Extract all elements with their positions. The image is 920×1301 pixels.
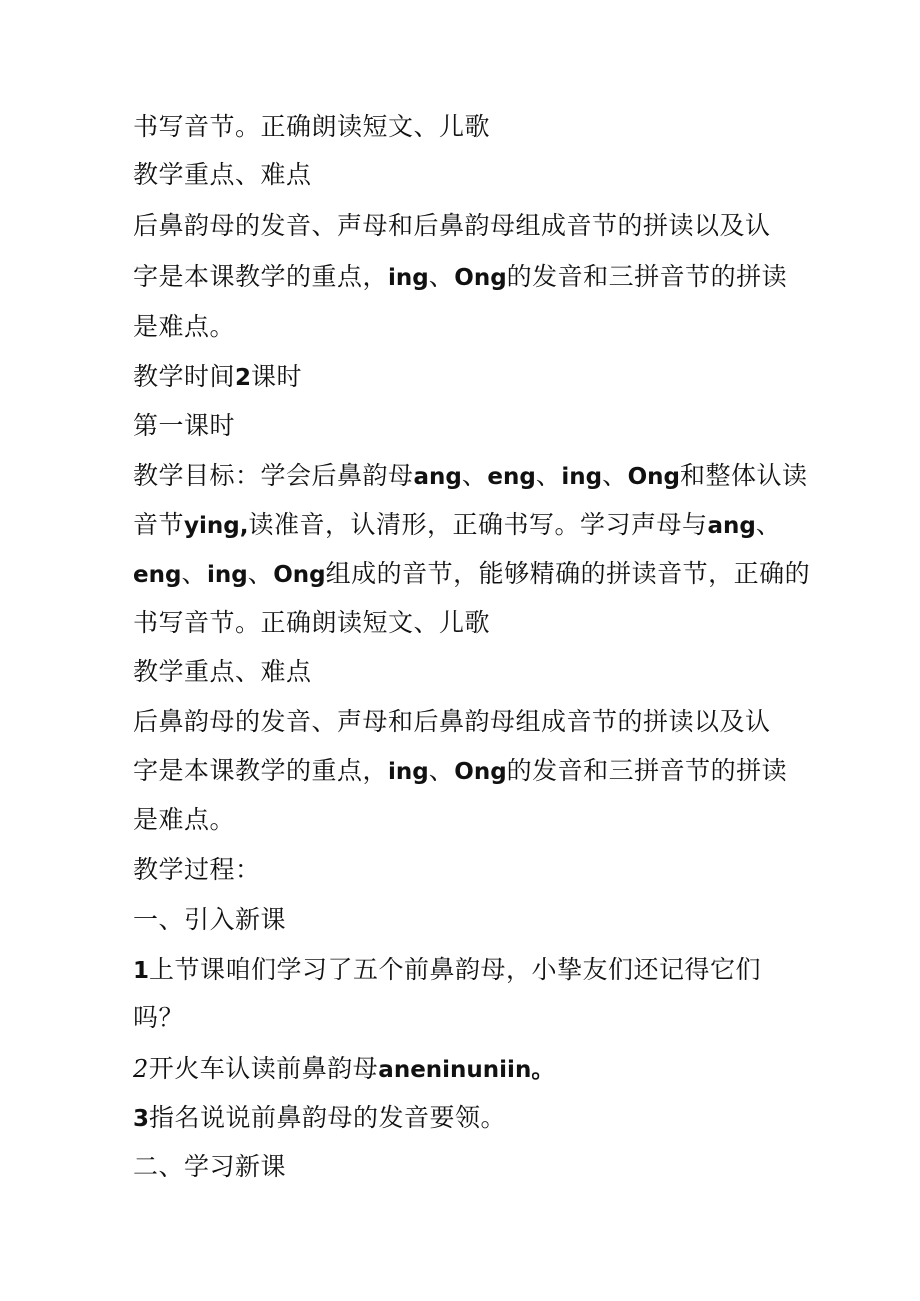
text-line-19: 吗？ (133, 1003, 185, 1032)
text-line-1: 书写音节。正确朗读短文、儿歌 (133, 112, 491, 141)
teaching-process-heading: 教学过程： (133, 855, 261, 884)
section-heading-new-lesson: 二、学习新课 (133, 1152, 287, 1181)
list-item-1: 1上节课咱们学习了五个前鼻韵母，小挚友们还记得它们 (133, 955, 762, 984)
text-line-13: 后鼻韵母的发音、声母和后鼻韵母组成音节的拼读以及认 (133, 707, 771, 736)
text-line-4: 字是本课教学的重点，ing、Ong的发音和三拼音节的拼读 (133, 262, 788, 291)
teaching-goals-line: 教学目标：学会后鼻韵母ang、eng、ing、Ong和整体认读 (133, 461, 808, 490)
text-line-14: 字是本课教学的重点，ing、Ong的发音和三拼音节的拼读 (133, 756, 788, 785)
section-heading-key-points: 教学重点、难点 (133, 160, 312, 189)
list-item-3: 3指名说说前鼻韵母的发音要领。 (133, 1103, 507, 1132)
text-line-9: 音节ying,读准音，认清形，正确书写。学习声母与ang、 (133, 510, 782, 539)
text-line-11: 书写音节。正确朗读短文、儿歌 (133, 608, 491, 637)
text-line-3: 后鼻韵母的发音、声母和后鼻韵母组成音节的拼读以及认 (133, 211, 771, 240)
section-heading-key-points-2: 教学重点、难点 (133, 657, 312, 686)
teaching-time-line: 教学时间2课时 (133, 362, 303, 391)
list-item-2: 2开火车认读前鼻韵母aneninuniin。 (133, 1054, 555, 1083)
first-lesson-heading: 第一课时 (133, 411, 236, 440)
text-line-10: eng、ing、Ong组成的音节，能够精确的拼读音节，正确的 (133, 559, 811, 588)
text-line-15: 是难点。 (133, 805, 236, 834)
text-line-5: 是难点。 (133, 312, 236, 341)
section-heading-intro: 一、引入新课 (133, 905, 287, 934)
